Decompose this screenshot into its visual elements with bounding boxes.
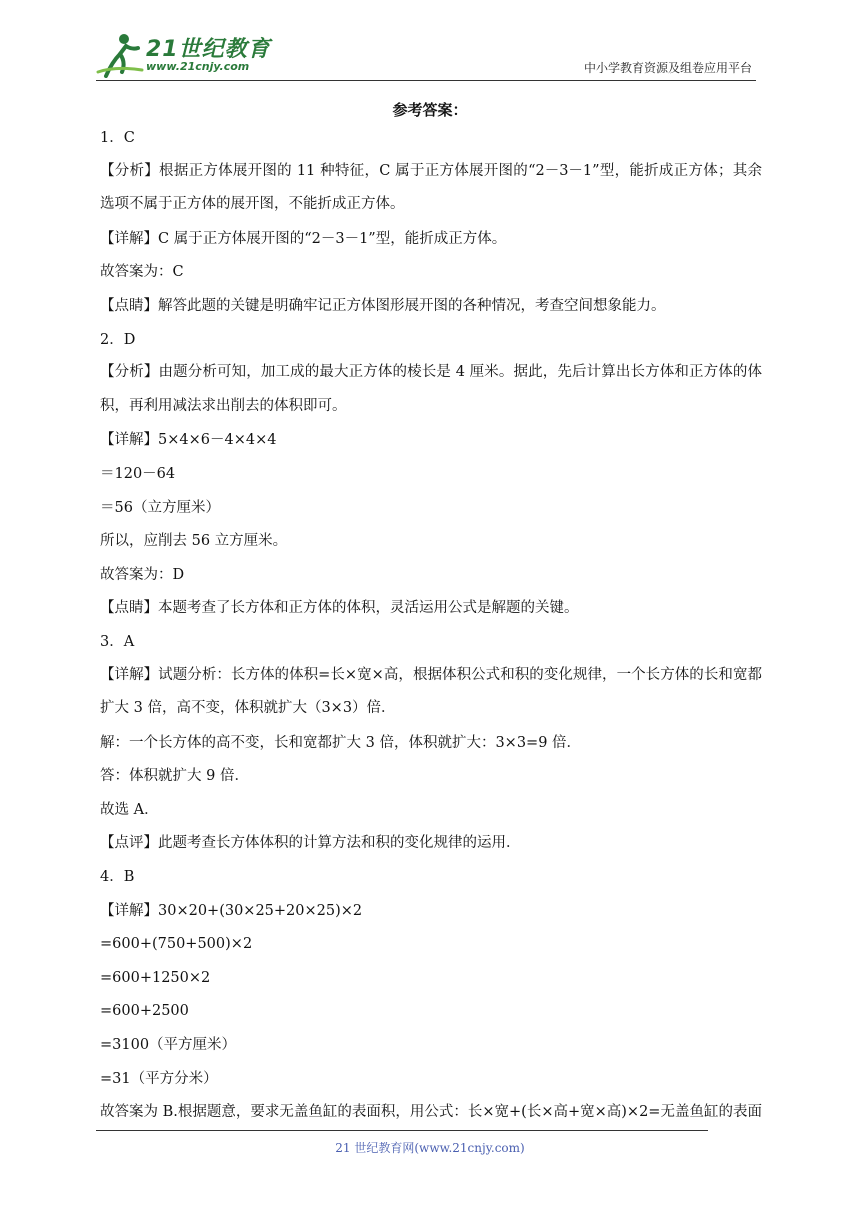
answer-4-step: =31（平方分米）: [100, 1070, 218, 1087]
answer-4-step: =600+(750+500)×2: [100, 936, 253, 953]
answer-3-detail: 【详解】试题分析：长方体的体积=长×宽×高，根据体积公式和积的变化规律，一个长方体的长和宽都扩大 3 倍，高不变，体积就扩大（3×3）倍．: [100, 666, 762, 717]
answer-3-label: 3．A: [100, 633, 135, 650]
answer-1-detail: 【详解】C 属于正方体展开图的“2－3－1”型，能折成正方体。: [100, 230, 507, 247]
answer-content: [100, 126, 762, 1134]
answer-3-answer: 答：体积就扩大 9 倍．: [100, 768, 249, 785]
site-logo[interactable]: [96, 32, 271, 78]
answer-1-analysis: 【分析】根据正方体展开图的 11 种特征，C 属于正方体展开图的“2－3－1”型，能折成正方体；其余选项不属于正方体的展开图，不能折成正方体。: [100, 162, 762, 213]
answer-4-label: 4．B: [100, 869, 135, 886]
answer-3-comment: 【点评】此题考查长方体体积的计算方法和积的变化规律的运用．: [100, 835, 521, 852]
answer-2-label: 2．D: [100, 331, 136, 348]
answer-2-step: ＝56（立方厘米）: [100, 499, 220, 516]
answer-4-step: =3100（平方厘米）: [100, 1037, 237, 1054]
answer-4-step: =600+1250×2: [100, 969, 211, 986]
answer-2-conclusion: 所以，应削去 56 立方厘米。: [100, 533, 288, 550]
page-footer[interactable]: 21 世纪教育网(www.21cnjy.com): [335, 1141, 525, 1155]
platform-name: 中小学教育资源及组卷应用平台: [583, 61, 752, 75]
answer-2-analysis: 【分析】由题分析可知，加工成的最大正方体的棱长是 4 厘米。据此，先后计算出长方体和正方体的体积，再利用减法求出削去的体积即可。: [100, 364, 762, 414]
answer-1-label: 1．C: [100, 130, 135, 146]
page-title: 参考答案：: [392, 101, 468, 119]
answer-4-result: 故答案为 B.根据题意，要求无盖鱼缸的表面积，用公式：长×宽+(长×高+宽×高)×2=无盖鱼缸的表面: [100, 1104, 762, 1121]
answer-4-step: =600+2500: [100, 1003, 189, 1020]
runner-logo-icon: [96, 32, 144, 78]
answer-2-result: 故答案为：D: [100, 566, 185, 583]
logo-text: 21世纪教育: [146, 37, 271, 62]
answer-1-comment: 【点睛】解答此题的关键是明确牢记正方体图形展开图的各种情况，考查空间想象能力。: [100, 297, 666, 314]
answer-2-detail: 【详解】5×4×6－4×4×4: [100, 432, 277, 449]
answer-2-step: ＝120－64: [100, 465, 176, 482]
logo-url: www.21cnjy.com: [146, 60, 250, 73]
page-header: [96, 30, 756, 81]
answer-4-detail: 【详解】30×20+(30×25+20×25)×2: [100, 902, 363, 919]
answer-3-result: 故选 A．: [100, 801, 159, 818]
answer-2-comment: 【点睛】本题考查了长方体和正方体的体积，灵活运用公式是解题的关键。: [100, 600, 579, 617]
answer-3-solution: 解：一个长方体的高不变，长和宽都扩大 3 倍，体积就扩大：3×3=9 倍．: [100, 734, 582, 751]
footer-divider: [96, 1130, 708, 1131]
answer-1-result: 故答案为：C: [100, 264, 184, 281]
